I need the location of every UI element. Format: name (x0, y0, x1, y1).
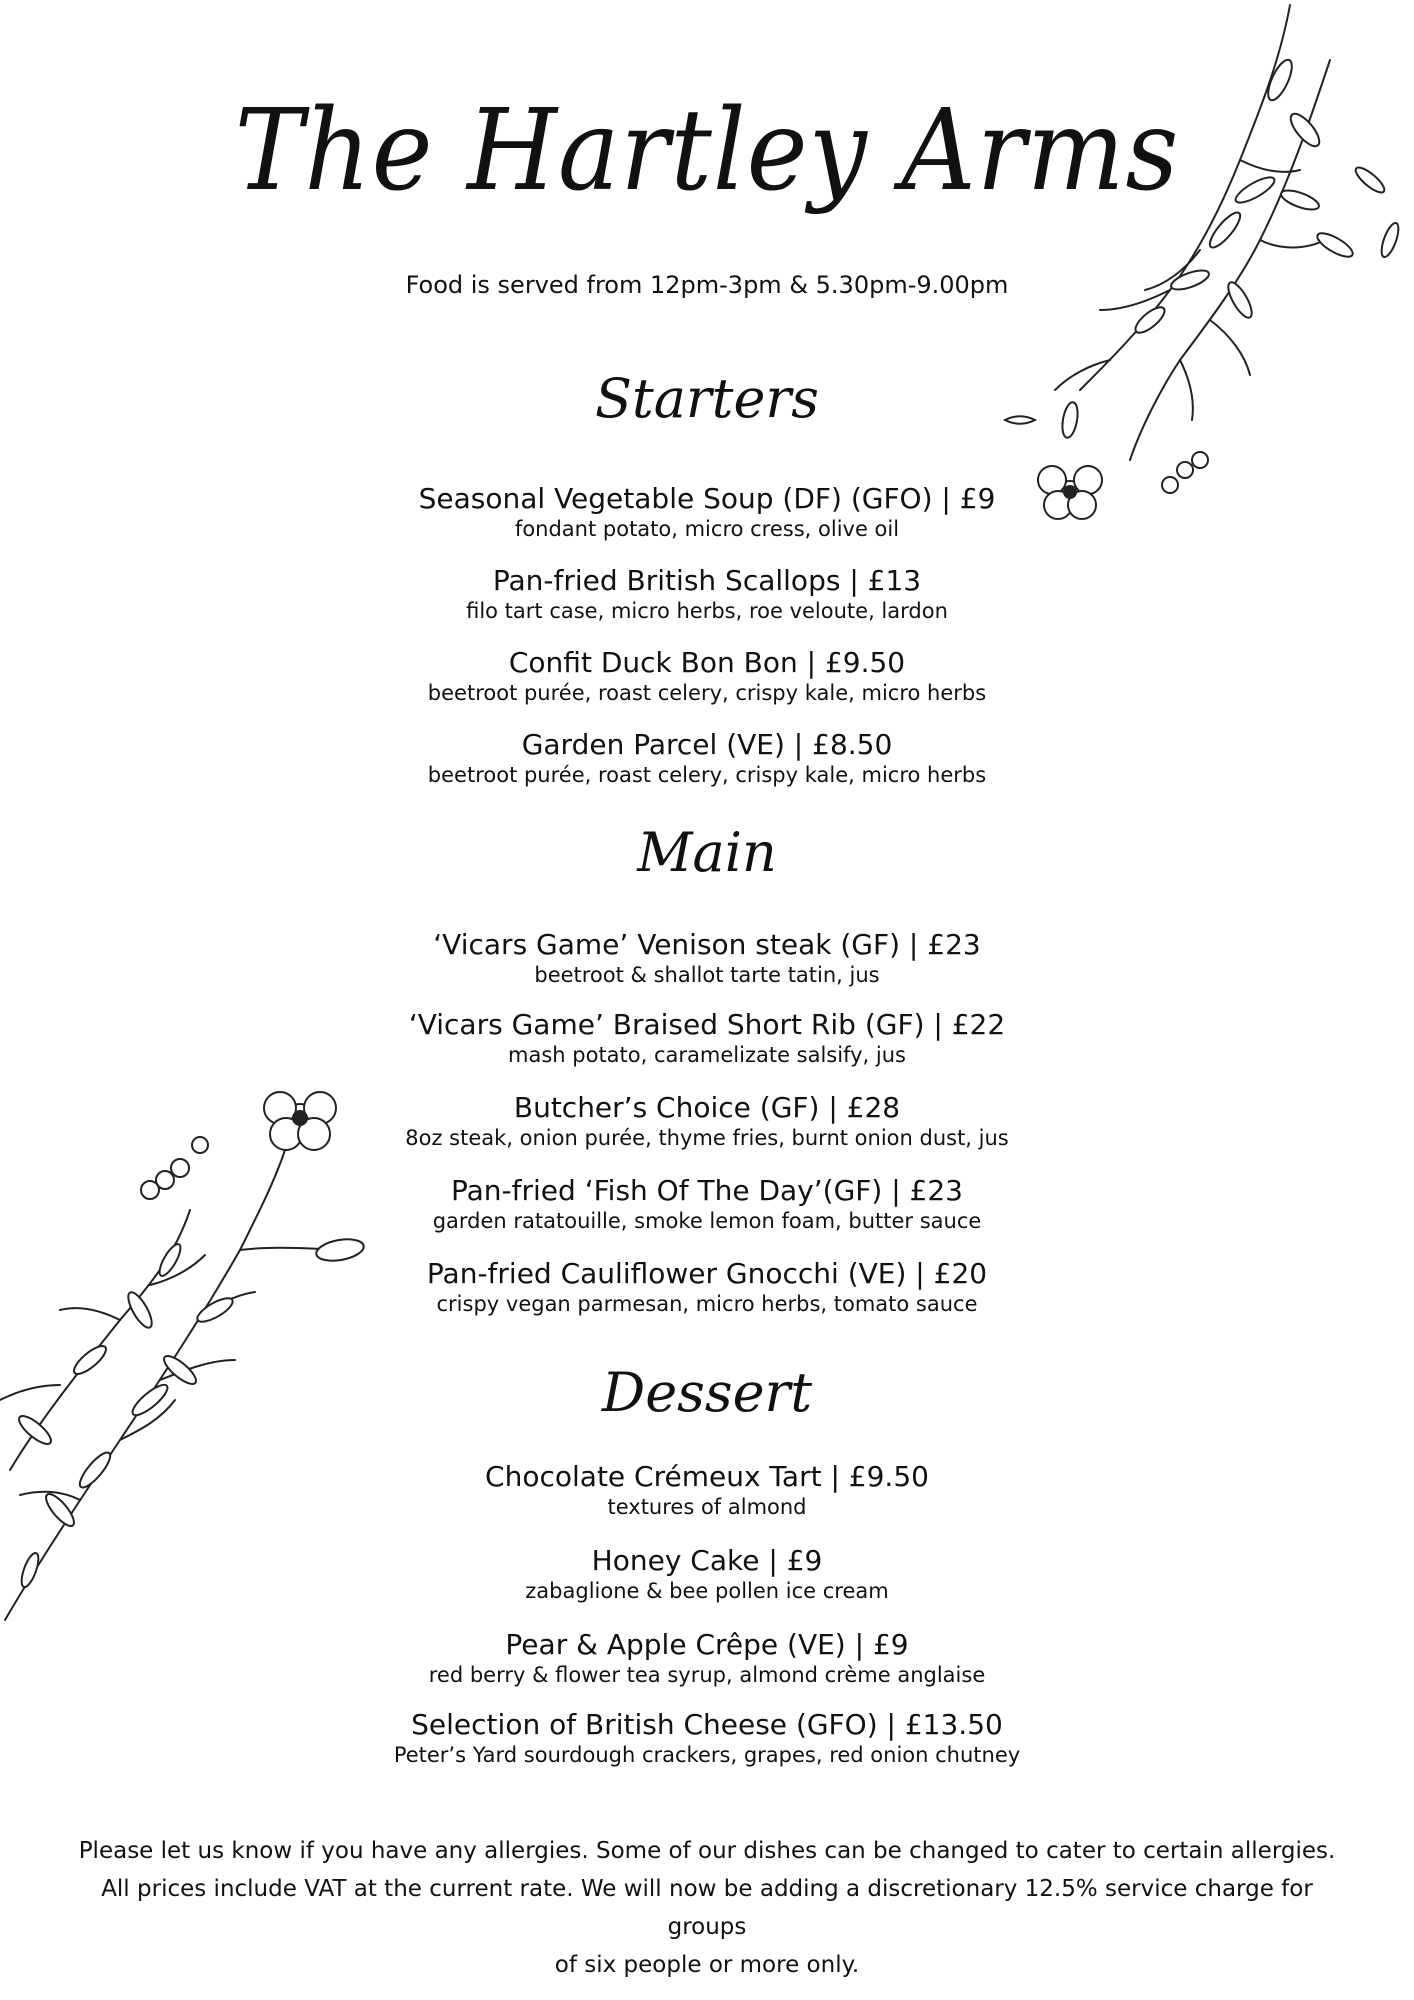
menu-item-name: Confit Duck Bon Bon | £9.50 (508, 646, 906, 679)
menu-item-name: Selection of British Cheese (GFO) | £13.50 (411, 1708, 1003, 1741)
menu-item (0, 1628, 1414, 1688)
menu-item-description: beetroot purée, roast celery, crispy kale, micro herbs (427, 681, 987, 705)
menu-item-name: Garden Parcel (VE) | £8.50 (521, 728, 893, 761)
menu-item-description: beetroot & shallot tarte tatin, jus (534, 963, 880, 987)
section-heading-starters: Starters (595, 367, 819, 430)
menu-item-description: textures of almond (607, 1495, 807, 1519)
menu-item-description: mash potato, caramelizate salsify, jus (508, 1043, 906, 1067)
menu-item-name: Pan-fried British Scallops | £13 (492, 564, 922, 597)
menu-item-description: 8oz steak, onion purée, thyme fries, burnt onion dust, jus (405, 1126, 1009, 1150)
menu-item-name: ‘Vicars Game’ Venison steak (GF) | £23 (433, 928, 981, 961)
menu-item-name: Butcher’s Choice (GF) | £28 (513, 1091, 901, 1124)
menu-item-description: fondant potato, micro cress, olive oil (514, 517, 900, 541)
menu-item (0, 1008, 1414, 1068)
footer-line: Please let us know if you have any allergies. Some of our dishes can be changed to cater to certain allergies. (78, 1838, 1336, 1864)
menu-item (0, 482, 1414, 542)
menu-item-name: Seasonal Vegetable Soup (DF) (GFO) | £9 (418, 482, 996, 515)
allergy-and-service-notice (60, 1832, 1354, 1984)
menu-item-description: zabaglione & bee pollen ice cream (525, 1579, 889, 1603)
menu-item (0, 1257, 1414, 1317)
restaurant-title: The Hartley Arms (234, 86, 1180, 216)
menu-item-name: Pear & Apple Crêpe (VE) | £9 (505, 1628, 909, 1661)
section-heading-dessert: Dessert (601, 1361, 813, 1424)
menu-item-description: crispy vegan parmesan, micro herbs, tomato sauce (436, 1292, 978, 1316)
menu-item-description: red berry & flower tea syrup, almond crème anglaise (428, 1663, 986, 1687)
menu-item (0, 1544, 1414, 1604)
menu-item-description: garden ratatouille, smoke lemon foam, butter sauce (432, 1209, 982, 1233)
menu-item (0, 1460, 1414, 1520)
section-heading-main: Main (637, 821, 777, 884)
menu-item-name: Pan-fried ‘Fish Of The Day’(GF) | £23 (451, 1174, 963, 1207)
menu-item-description: beetroot purée, roast celery, crispy kale, micro herbs (427, 763, 987, 787)
service-hours: Food is served from 12pm-3pm & 5.30pm-9.00pm (405, 271, 1009, 299)
menu-item-name: Pan-fried Cauliflower Gnocchi (VE) | £20 (426, 1257, 988, 1290)
menu-item-name: ‘Vicars Game’ Braised Short Rib (GF) | £22 (408, 1008, 1006, 1041)
menu-item (0, 564, 1414, 624)
menu-item (0, 728, 1414, 788)
menu-item (0, 1091, 1414, 1151)
menu-item (0, 1174, 1414, 1234)
footer-line: of six people or more only. (554, 1952, 860, 1978)
floral-illustration-top-right (960, 0, 1414, 530)
footer-line: All prices include VAT at the current rate. We will now be adding a discretionary 12.5% service charge for groups (101, 1876, 1313, 1940)
menu-item (0, 928, 1414, 988)
menu-item-name: Chocolate Crémeux Tart | £9.50 (485, 1460, 929, 1493)
menu-item-description: filo tart case, micro herbs, roe veloute, lardon (466, 599, 948, 623)
menu-item (0, 1708, 1414, 1768)
menu-item-name: Honey Cake | £9 (591, 1544, 823, 1577)
menu-item (0, 646, 1414, 706)
menu-item-description: Peter’s Yard sourdough crackers, grapes, red onion chutney (393, 1743, 1021, 1767)
